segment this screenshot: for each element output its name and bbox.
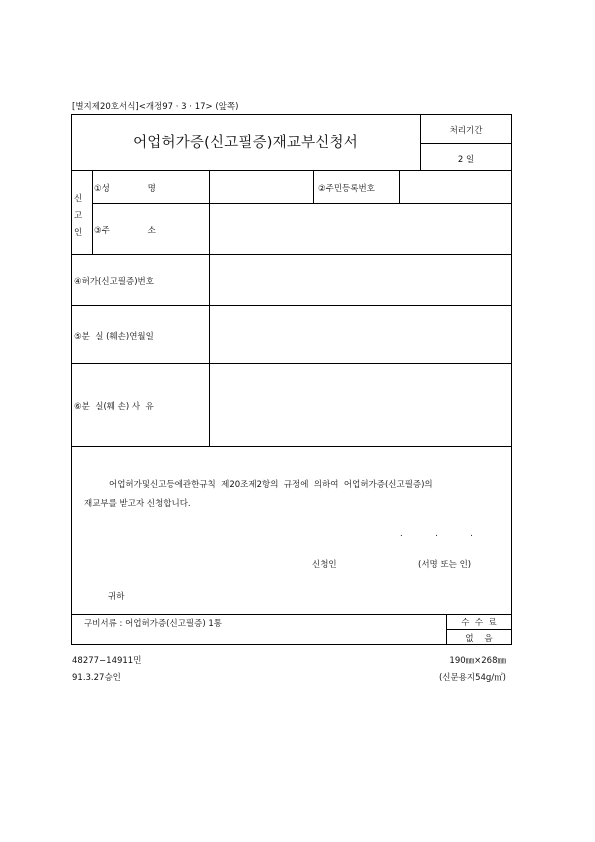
fee-label: 수 수 료: [461, 618, 497, 628]
statement-line-1: 어업허가및신고등에관한규칙 제20조제2항의 규정에 의하여 어업허가증(신고필증)의: [109, 480, 433, 490]
rule-processing-mid: [420, 143, 512, 144]
applicant-name-field[interactable]: [350, 553, 410, 571]
recipient-label: 귀하: [108, 592, 125, 602]
applicant-signature-label: 신청인: [312, 560, 337, 570]
required-documents: 구비서류 : 어업허가증(신고필증) 1통: [84, 619, 222, 629]
statement-line-2: 재교부를 받고자 신청합니다.: [84, 499, 191, 509]
footer-approval: 91.3.27승인: [72, 673, 121, 683]
rule-rrn-left: [313, 170, 314, 203]
processing-period-value: 2 일: [457, 155, 475, 165]
form-title: 어업허가증(신고필증)재교부신청서: [133, 135, 358, 151]
rrn-field[interactable]: [400, 171, 511, 202]
sign-or-seal-label: (서명 또는 인): [418, 560, 472, 570]
loss-date-field[interactable]: [210, 306, 511, 362]
applicant-group-label-1: 신: [74, 194, 83, 204]
fee-value: 없 음: [465, 634, 493, 644]
rule-group-right: [92, 170, 93, 254]
footer-form-code: 48277−14911민: [72, 656, 142, 666]
date-placeholder: . . .: [400, 529, 473, 539]
license-number-field[interactable]: [210, 255, 511, 304]
footer-paper-size: 190㎜×268㎜: [449, 656, 506, 666]
name-label: ①성 명: [94, 184, 156, 194]
loss-reason-field[interactable]: [210, 364, 511, 445]
name-field[interactable]: [210, 171, 312, 202]
address-field[interactable]: [210, 204, 511, 253]
form-number-note: [별지제20호서식]<개정97 · 3 · 17> (앞쪽): [72, 102, 239, 112]
license-number-label: ④허가(신고필증)번호: [74, 277, 154, 287]
rule-fee-mid: [446, 629, 512, 630]
rule-reason-bottom: [71, 446, 512, 447]
loss-date-label: ⑤분 실 (훼손)연월일: [74, 332, 154, 342]
loss-reason-label: ⑥분 실(훼 손) 사 유: [74, 402, 154, 412]
processing-period-label: 처리기간: [449, 126, 483, 136]
applicant-group-label-3: 인: [74, 228, 83, 238]
applicant-group-label-2: 고: [74, 211, 83, 221]
address-label: ③주 소: [94, 226, 156, 236]
rrn-label: ②주민등록번호: [318, 184, 375, 194]
footer-paper-type: (신문용지54g/㎡): [438, 673, 506, 683]
